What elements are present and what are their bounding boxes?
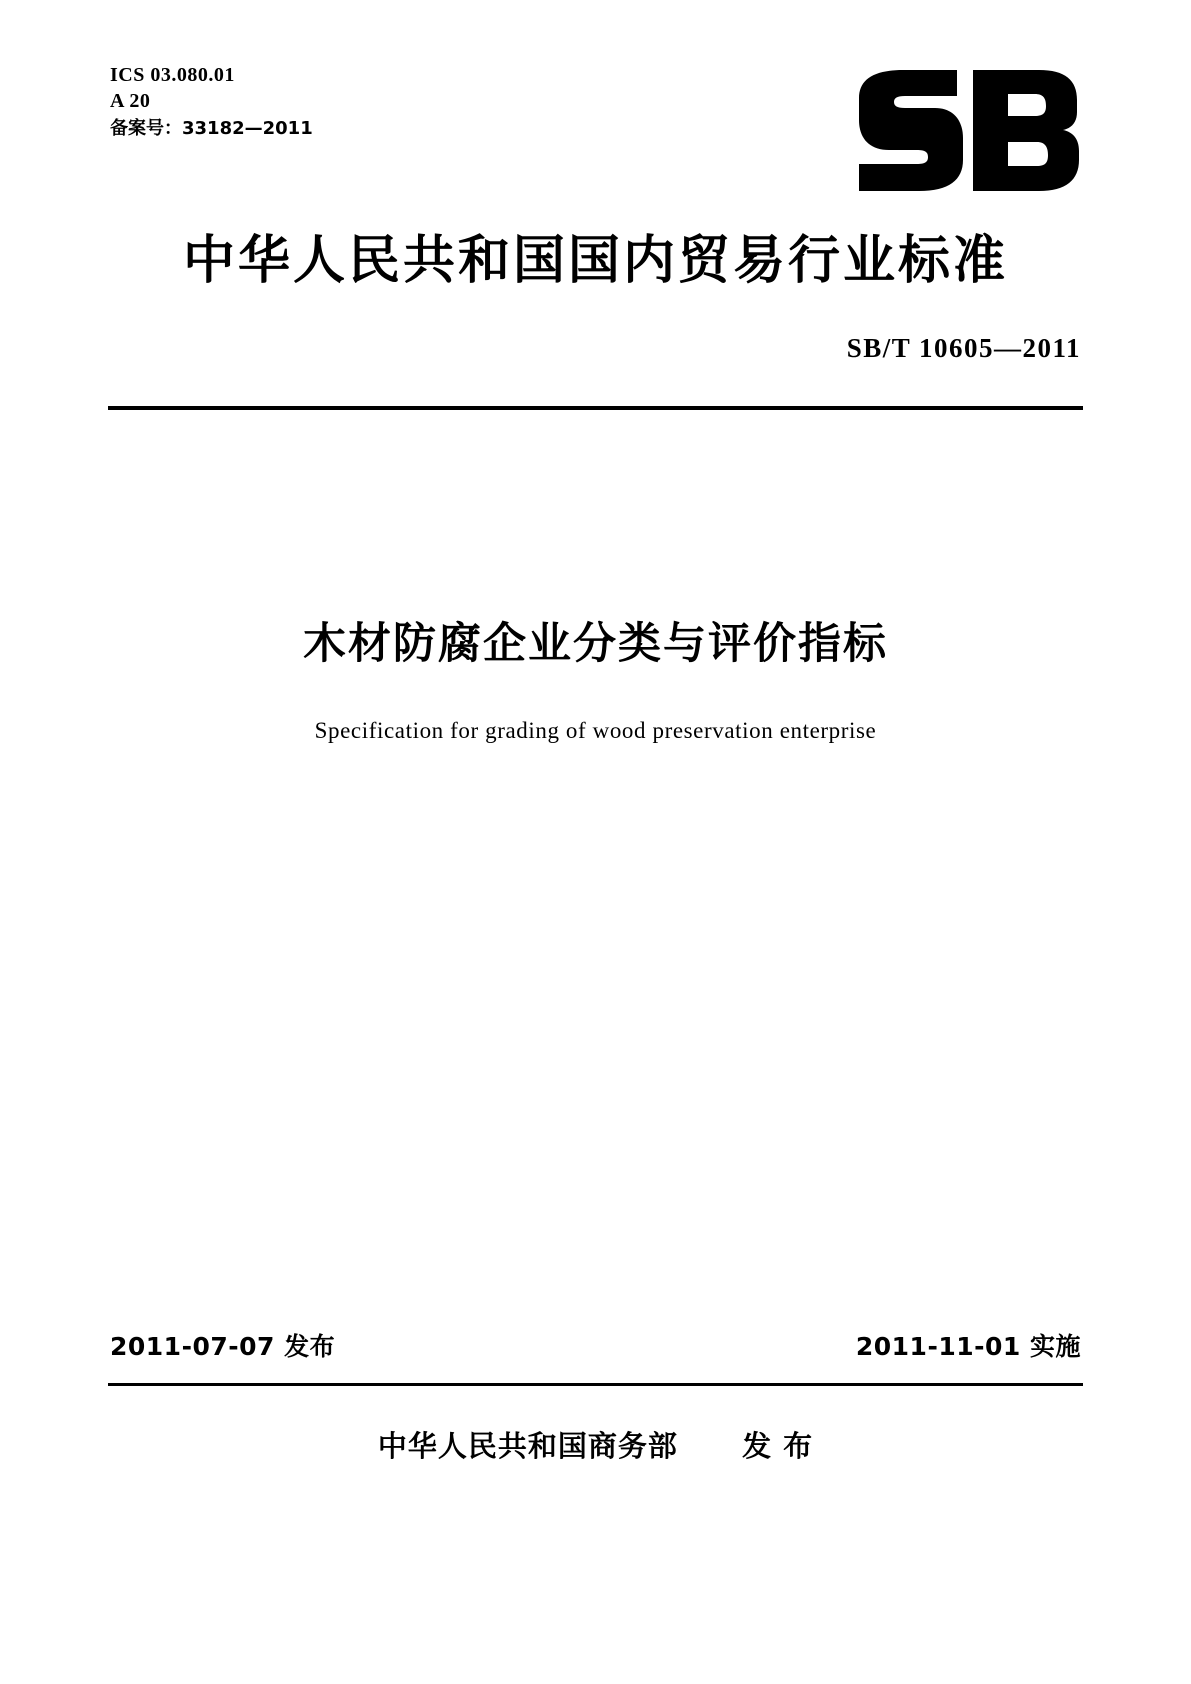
divider-bottom xyxy=(108,1383,1083,1386)
record-number: 备案号：33182—2011 xyxy=(110,117,313,139)
header-meta-block xyxy=(110,62,313,141)
divider-top xyxy=(108,406,1083,410)
publisher-name: 中华人民共和国商务部 xyxy=(377,1429,678,1463)
ics-code: ICS 03.080.01 xyxy=(110,64,235,86)
document-title-english: Specification for grading of wood preservation enterprise xyxy=(314,718,877,743)
publisher-line xyxy=(0,1424,1191,1465)
category-code: A 20 xyxy=(110,90,151,113)
publisher-action: 发 布 xyxy=(742,1429,814,1463)
national-standard-title: 中华人民共和国国内贸易行业标准 xyxy=(182,231,1008,291)
document-title-chinese: 木材防腐企业分类与评价指标 xyxy=(303,619,888,669)
sb-logo xyxy=(853,68,1083,193)
standard-number: SB/T 10605—2011 xyxy=(846,333,1081,363)
effective-date: 2011-11-01 实施 xyxy=(855,1332,1081,1361)
issue-date: 2011-07-07 发布 xyxy=(110,1332,336,1361)
